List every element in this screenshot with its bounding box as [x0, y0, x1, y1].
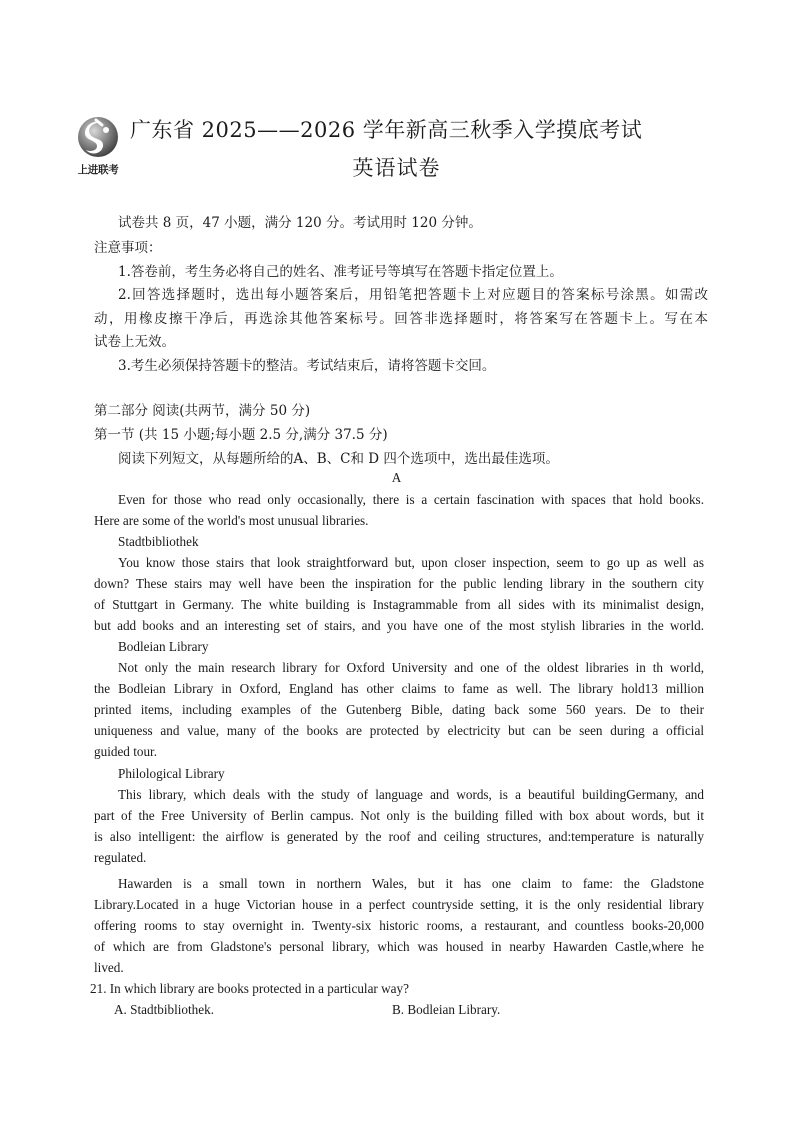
- passage-intro-line-2: Here are some of the world's most unusual libraries.: [94, 513, 369, 528]
- paragraph-line: part of the Free University of Berlin campus. Not only is the building filled with box about words, but it: [94, 808, 704, 823]
- section-heading: 第一节 (共 15 小题;每小题 2.5 分,满分 37.5 分): [94, 427, 388, 443]
- library-heading-philological: Philological Library: [118, 766, 225, 781]
- paragraph-line: Hawarden is a small town in northern Wales, but it has one claim to fame: the Gladstone: [118, 876, 704, 891]
- question-21-option-b: B. Bodleian Library.: [392, 1002, 501, 1017]
- notice-item-3: 3.考生必须保持答题卡的整洁。考试结束后，请将答题卡交回。: [118, 358, 496, 374]
- passage-letter: A: [391, 470, 402, 485]
- paragraph-line: is also intelligent: the airflow is generated by the roof and ceiling structures, and:temperature is naturally: [94, 829, 704, 844]
- paragraph-line: You know those stairs that look straightforward but, upon closer inspection, seem to go up as well as: [118, 555, 704, 570]
- part-heading: 第二部分 阅读(共两节，满分 50 分): [94, 403, 311, 419]
- paragraph-line: the Bodleian Library in Oxford, England has other claims to fame as well. The library hold13 million: [94, 681, 704, 696]
- paragraph-line: down? These stairs may well have been the inspiration for the public lending library in the southern city: [94, 576, 704, 591]
- reading-direction: 阅读下列短文，从每题所给的A、B、C和 D 四个选项中，选出最佳选项。: [118, 451, 559, 467]
- notice-item-2-line-2: 动，用橡皮擦干净后，再选涂其他答案标号。回答非选择题时，将答案写在答题卡上。写在本: [94, 311, 708, 327]
- logo-caption: 上进联考: [77, 164, 119, 176]
- paragraph-line: Not only the main research library for Oxford University and one of the oldest libraries in th world,: [118, 660, 704, 675]
- notice-item-1: 1.答卷前，考生务必将自己的姓名、准考证号等填写在答题卡指定位置上。: [118, 264, 563, 280]
- paragraph-line: offering rooms to stay overnight in. Twenty-six historic rooms, a restaurant, and countless books-20,000: [94, 918, 704, 933]
- paragraph-line: uniqueness and value, many of the books are protected by electricity but can be seen during a official: [94, 723, 704, 738]
- library-heading-bodleian: Bodleian Library: [118, 639, 209, 654]
- passage-intro-line-1: Even for those who read only occasionally, there is a certain fascination with spaces that hold books.: [118, 492, 704, 507]
- exam-subject-title: 英语试卷: [352, 156, 441, 180]
- paragraph-line: regulated.: [94, 850, 147, 865]
- paragraph-line: guided tour.: [94, 744, 158, 759]
- paragraph-line: Library.Located in a huge Victorian house in a perfect countryside setting, it is the only residential library: [94, 897, 704, 912]
- paragraph-line: lived.: [94, 960, 124, 975]
- exam-intro: 试卷共 8 页，47 小题，满分 120 分。考试用时 120 分钟。: [118, 215, 482, 231]
- paragraph-line: This library, which deals with the study of language and words, is a beautiful buildingGermany, and: [118, 787, 704, 802]
- exam-title: 广东省 2025——2026 学年新高三秋季入学摸底考试: [130, 118, 643, 142]
- paragraph-line: of which are from Gladstone's personal library, which was housed in nearby Hawarden Castle,where he: [94, 939, 704, 954]
- notice-item-2-line-1: 2.回答选择题时，选出每小题答案后，用铅笔把答题卡上对应题目的答案标号涂黑。如需改: [118, 287, 708, 303]
- question-21-stem: 21. In which library are books protected in a particular way?: [90, 981, 409, 996]
- library-heading-stadtbibliothek: Stadtbibliothek: [118, 534, 199, 549]
- notice-heading: 注意事项：: [94, 240, 162, 256]
- question-21-option-a: A. Stadtbibliothek.: [114, 1002, 215, 1017]
- notice-item-2-line-3: 试卷上无效。: [94, 334, 175, 350]
- paragraph-line: but add books and an interesting set of stairs, and you have one of the most stylish libraries in the world.: [94, 618, 704, 633]
- paragraph-line: printed items, including examples of the Gutenberg Bible, dating back some 560 years. De to their: [94, 702, 704, 717]
- paragraph-line: of Stuttgart in Germany. The white building is Instagrammable from all sides with its minimalist design,: [94, 597, 704, 612]
